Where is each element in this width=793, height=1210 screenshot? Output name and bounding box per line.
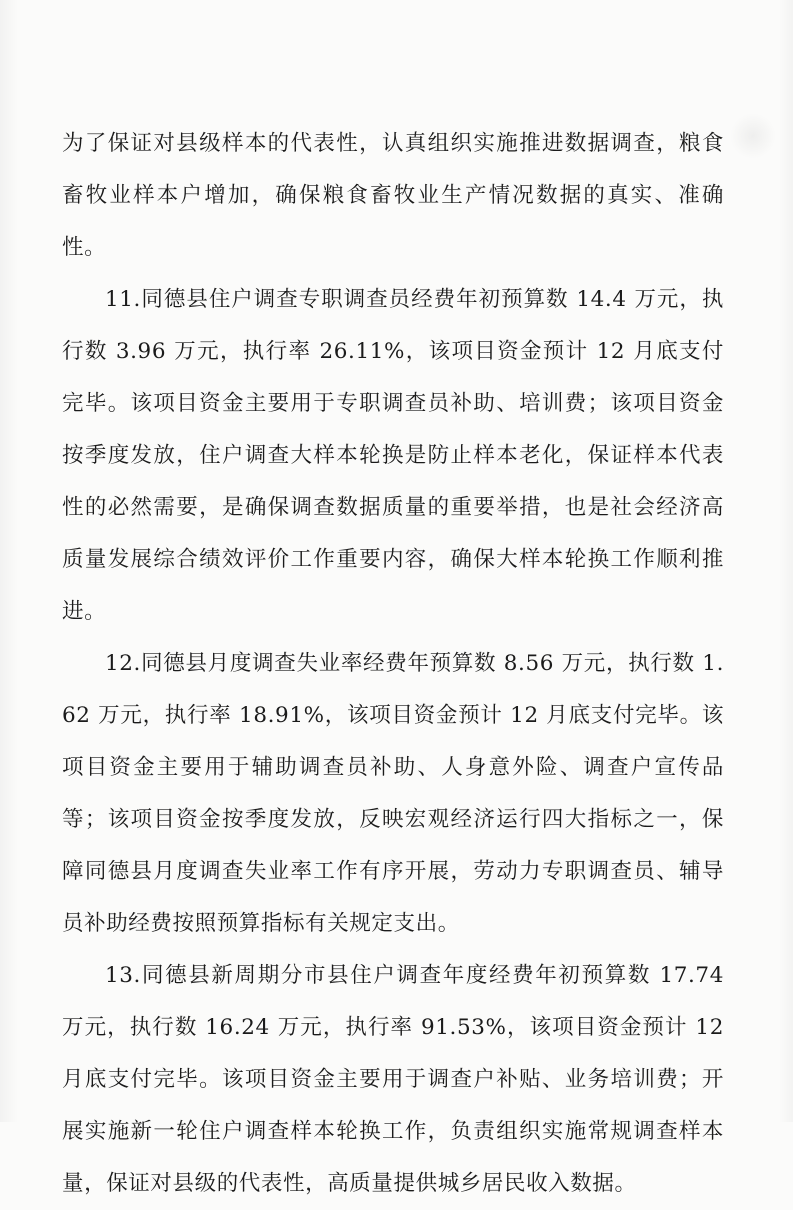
paragraph-item-12: 12.同德县月度调查失业率经费年预算数 8.56 万元，执行数 1.62 万元，执行率 18.91%，该项目资金预计 12 月底支付完毕。该项目资金主要用于辅助调查员补助、人身意外险、调查户宣传品等；该项目资金按季度发放，反映宏观经济运行四大指标之一，保障同德县月度调查失业率工作有序开展，劳动力专职调查员、辅导员补助经费按照预算指标有关规定支出。 bbox=[62, 651, 724, 936]
document-body bbox=[62, 118, 724, 1210]
scan-artifact bbox=[731, 112, 775, 160]
paragraph-item-11: 11.同德县住户调查专职调查员经费年初预算数 14.4 万元，执行数 3.96 万元，执行率 26.11%，该项目资金预计 12 月底支付完毕。该项目资金主要用于专职调查员补助、培训费；该项目资金按季度发放，住户调查大样本轮换是防止样本老化，保证样本代表性的必然需要，是确保调查数据质量的重要举措，也是社会经济高质量发展综合绩效评价工作重要内容，确保大样本轮换工作顺利推进。 bbox=[62, 287, 724, 624]
paragraph-item-13: 13.同德县新周期分市县住户调查年度经费年初预算数 17.74 万元，执行数 16.24 万元，执行率 91.53%，该项目资金预计 12 月底支付完毕。该项目资金主要用于调查户补贴、业务培训费；开展实施新一轮住户调查样本轮换工作，负责组织实施常规调查样本量，保证对县级的代表性，高质量提供城乡居民收入数据。 bbox=[62, 963, 724, 1196]
paragraph-continuation: 为了保证对县级样本的代表性，认真组织实施推进数据调查，粮食畜牧业样本户增加，确保粮食畜牧业生产情况数据的真实、准确性。 bbox=[62, 131, 724, 260]
